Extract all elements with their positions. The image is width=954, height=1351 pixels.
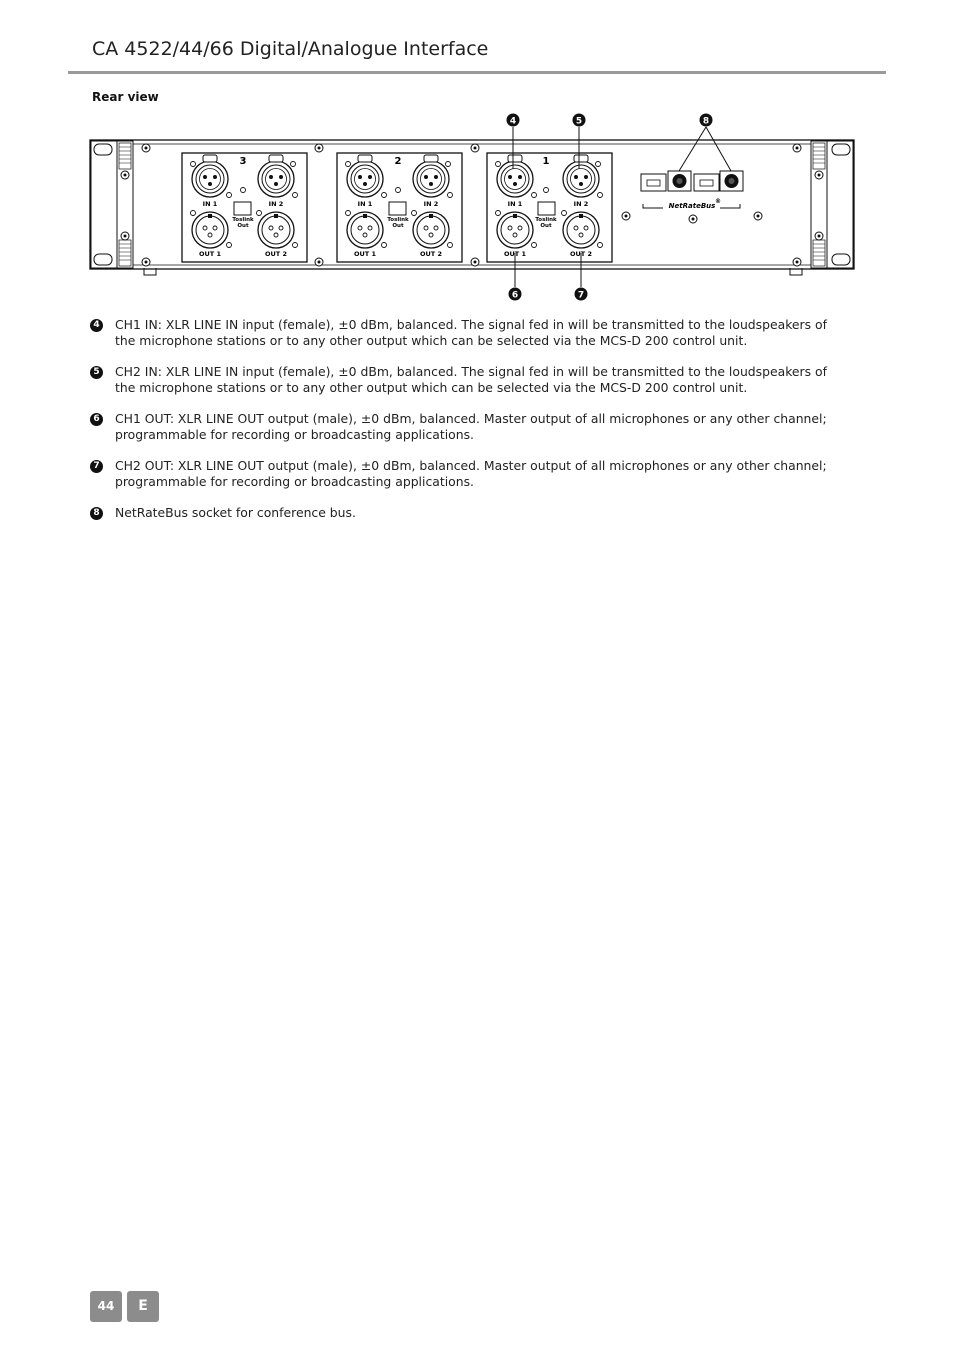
svg-text:Out: Out	[237, 223, 249, 229]
svg-text:Toslink: Toslink	[387, 217, 409, 223]
svg-text:6: 6	[511, 290, 519, 301]
rear-view-diagram	[88, 110, 858, 305]
list-item	[90, 317, 850, 349]
callout-6	[509, 288, 522, 301]
svg-text:OUT 1: OUT 1	[353, 250, 377, 258]
svg-text:OUT 2: OUT 2	[419, 250, 443, 258]
svg-text:Toslink: Toslink	[232, 217, 254, 223]
svg-text:IN 2: IN 2	[573, 200, 589, 208]
svg-text:®: ®	[715, 198, 721, 205]
module-1	[487, 153, 612, 262]
section-title: Rear view	[92, 90, 159, 104]
callout-4	[507, 114, 520, 127]
list-item	[90, 505, 850, 521]
item-text: CH1 OUT: XLR LINE OUT output (male), ±0 dBm, balanced. Master output of all microphones or any other channel; programmable for recording or broadcasting applications.	[115, 411, 827, 442]
svg-text:IN 1: IN 1	[202, 200, 218, 208]
list-item	[90, 411, 850, 443]
svg-text:IN 1: IN 1	[507, 200, 523, 208]
svg-text:IN 2: IN 2	[268, 200, 284, 208]
svg-text:OUT 1: OUT 1	[503, 250, 527, 258]
header-rule	[68, 71, 886, 74]
language-badge: E	[127, 1291, 159, 1322]
svg-text:Out: Out	[392, 223, 404, 229]
netratebus-label: NetRateBus	[668, 202, 716, 210]
svg-text:OUT 2: OUT 2	[264, 250, 288, 258]
page-number-badge: 44	[90, 1291, 122, 1322]
svg-text:5: 5	[575, 116, 583, 127]
svg-text:Toslink: Toslink	[535, 217, 557, 223]
module-2	[337, 153, 462, 262]
svg-text:Out: Out	[540, 223, 552, 229]
module-number: 3	[239, 156, 247, 167]
module-number: 2	[394, 156, 402, 167]
item-text: CH1 IN: XLR LINE IN input (female), ±0 dBm, balanced. The signal fed in will be transmitted to the loudspeakers of the microphone stations or to any other output which can be selected via the MCS-D 200 control unit.	[115, 317, 827, 348]
svg-text:OUT 2: OUT 2	[569, 250, 593, 258]
module-number: 1	[542, 156, 550, 167]
callout-badge: 5	[90, 366, 103, 379]
callout-7	[575, 288, 588, 301]
module-3	[182, 153, 307, 262]
list-item	[90, 364, 850, 396]
svg-text:8: 8	[702, 116, 710, 127]
item-text: NetRateBus socket for conference bus.	[115, 505, 356, 520]
item-text: CH2 OUT: XLR LINE OUT output (male), ±0 dBm, balanced. Master output of all microphones or any other channel; programmable for recording or broadcasting applications.	[115, 458, 827, 489]
list-item	[90, 458, 850, 490]
svg-text:IN 1: IN 1	[357, 200, 373, 208]
svg-text:4: 4	[509, 116, 517, 127]
callout-badge: 6	[90, 413, 103, 426]
callout-badge: 8	[90, 507, 103, 520]
callout-8	[700, 114, 713, 127]
svg-text:IN 2: IN 2	[423, 200, 439, 208]
callout-5	[573, 114, 586, 127]
description-list	[90, 317, 850, 536]
rear-view-svg	[88, 110, 858, 305]
callout-badge: 4	[90, 319, 103, 332]
item-text: CH2 IN: XLR LINE IN input (female), ±0 dBm, balanced. The signal fed in will be transmitted to the loudspeakers of the microphone stations or to any other output which can be selected via the MCS-D 200 control unit.	[115, 364, 827, 395]
page-title: CA 4522/44/66 Digital/Analogue Interface	[92, 38, 489, 60]
callout-badge: 7	[90, 460, 103, 473]
svg-text:OUT 1: OUT 1	[198, 250, 222, 258]
svg-text:7: 7	[577, 290, 585, 301]
